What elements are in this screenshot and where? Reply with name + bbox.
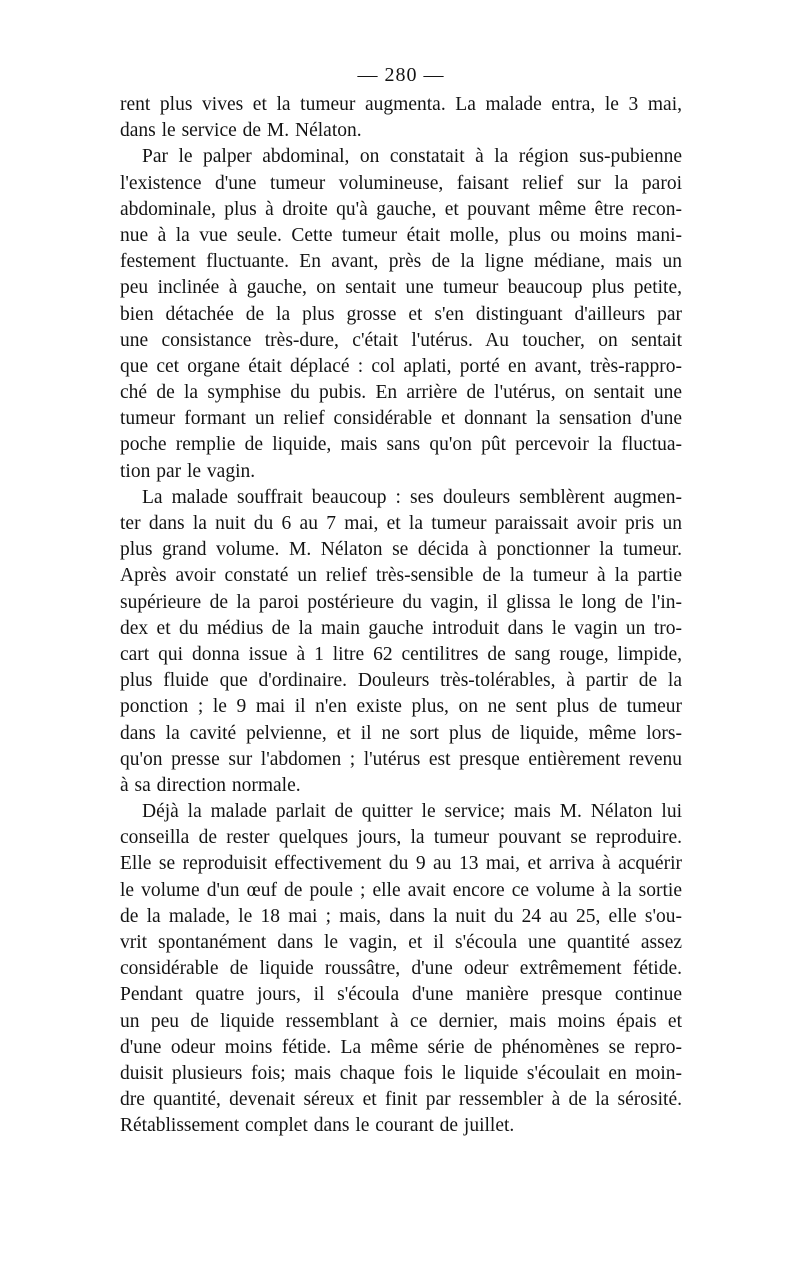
text-line: cart qui donna issue à 1 litre 62 centilitres de sang rouge, limpide, xyxy=(120,643,682,665)
text-line: Pendant quatre jours, il s'écoula d'une manière presque continue xyxy=(120,984,682,1006)
page-number: — 280 — xyxy=(357,64,445,86)
paragraph xyxy=(120,485,682,799)
text-line: tumeur formant un relief considérable et donnant la sensation d'une xyxy=(120,408,682,430)
text-line: plus fluide que d'ordinaire. Douleurs très-tolérables, à partir de la xyxy=(120,670,682,692)
text-line: vrit spontanément dans le vagin, et il s'écoula une quantité assez xyxy=(120,932,682,953)
text-line: à sa direction normale. xyxy=(120,774,301,796)
text-line: Par le palper abdominal, on constatait à la région sus-pubienne xyxy=(142,146,682,168)
text-line: conseilla de rester quelques jours, la tumeur pouvant se reproduire. xyxy=(120,827,682,849)
text-line: peu inclinée à gauche, on sentait une tumeur beaucoup plus petite, xyxy=(120,277,682,299)
text-line: dex et du médius de la main gauche introduit dans le vagin un tro- xyxy=(120,617,682,639)
text-line: abdominale, plus à droite qu'à gauche, et pouvant même être recon- xyxy=(120,198,682,220)
text-line: Elle se reproduisit effectivement du 9 au 13 mai, et arriva à acquérir xyxy=(120,853,682,875)
page xyxy=(120,60,682,1140)
text-line: duisit plusieurs fois; mais chaque fois le liquide s'écoulait en moin- xyxy=(120,1062,682,1084)
text-line: supérieure de la paroi postérieure du vagin, il glissa le long de l'in- xyxy=(120,591,682,613)
text-line: Rétablissement complet dans le courant de juillet. xyxy=(120,1115,515,1137)
text-line: ponction ; le 9 mai il n'en existe plus, on ne sent plus de tumeur xyxy=(120,696,682,718)
paragraph xyxy=(120,799,682,1139)
text-line: bien détachée de la plus grosse et s'en distinguant d'ailleurs par xyxy=(120,303,682,325)
text-line: dans la cavité pelvienne, et il ne sort plus de liquide, même lors- xyxy=(120,722,682,744)
text-line: rent plus vives et la tumeur augmenta. La malade entra, le 3 mai, xyxy=(120,94,682,115)
text-line: que cet organe était déplacé : col aplati, porté en avant, très-rappro- xyxy=(120,355,682,377)
paragraph xyxy=(120,92,682,144)
text-line: nue à la vue seule. Cette tumeur était molle, plus ou moins mani- xyxy=(120,224,682,246)
text-line: Après avoir constaté un relief très-sensible de la tumeur à la partie xyxy=(120,565,682,587)
text-line: un peu de liquide ressemblant à ce dernier, mais moins épais et xyxy=(120,1010,682,1032)
text-line: ter dans la nuit du 6 au 7 mai, et la tumeur paraissait avoir pris un xyxy=(120,513,682,534)
text-line: l'existence d'une tumeur volumineuse, faisant relief sur la paroi xyxy=(120,172,682,194)
text-line: le volume d'un œuf de poule ; elle avait encore ce volume à la sortie xyxy=(120,879,682,901)
text-line: La malade souffrait beaucoup : ses douleurs semblèrent augmen- xyxy=(142,486,682,508)
text-line: plus grand volume. M. Nélaton se décida à ponctionner la tumeur. xyxy=(120,539,682,561)
text-line: qu'on presse sur l'abdomen ; l'utérus est presque entièrement revenu xyxy=(120,748,682,770)
text-line: d'une odeur moins fétide. La même série de phénomènes se repro- xyxy=(120,1036,682,1058)
text-line: dre quantité, devenait séreux et finit par ressembler à de la sérosité. xyxy=(120,1089,682,1111)
text-line: une consistance très-dure, c'était l'utérus. Au toucher, on sentait xyxy=(120,329,682,351)
text-line: dans le service de M. Nélaton. xyxy=(120,120,362,142)
text-line: poche remplie de liquide, mais sans qu'on pût percevoir la fluctua- xyxy=(120,434,682,456)
body-text xyxy=(120,92,682,1140)
text-line: de la malade, le 18 mai ; mais, dans la nuit du 24 au 25, elle s'ou- xyxy=(120,905,682,927)
paragraph xyxy=(120,144,682,484)
text-line: festement fluctuante. En avant, près de la ligne médiane, mais un xyxy=(120,251,682,273)
text-line: considérable de liquide roussâtre, d'une odeur extrêmement fétide. xyxy=(120,958,682,980)
text-line: ché de la symphise du pubis. En arrière de l'utérus, on sentait une xyxy=(120,382,682,404)
text-line: Déjà la malade parlait de quitter le service; mais M. Nélaton lui xyxy=(142,801,682,823)
text-line: tion par le vagin. xyxy=(120,460,256,482)
